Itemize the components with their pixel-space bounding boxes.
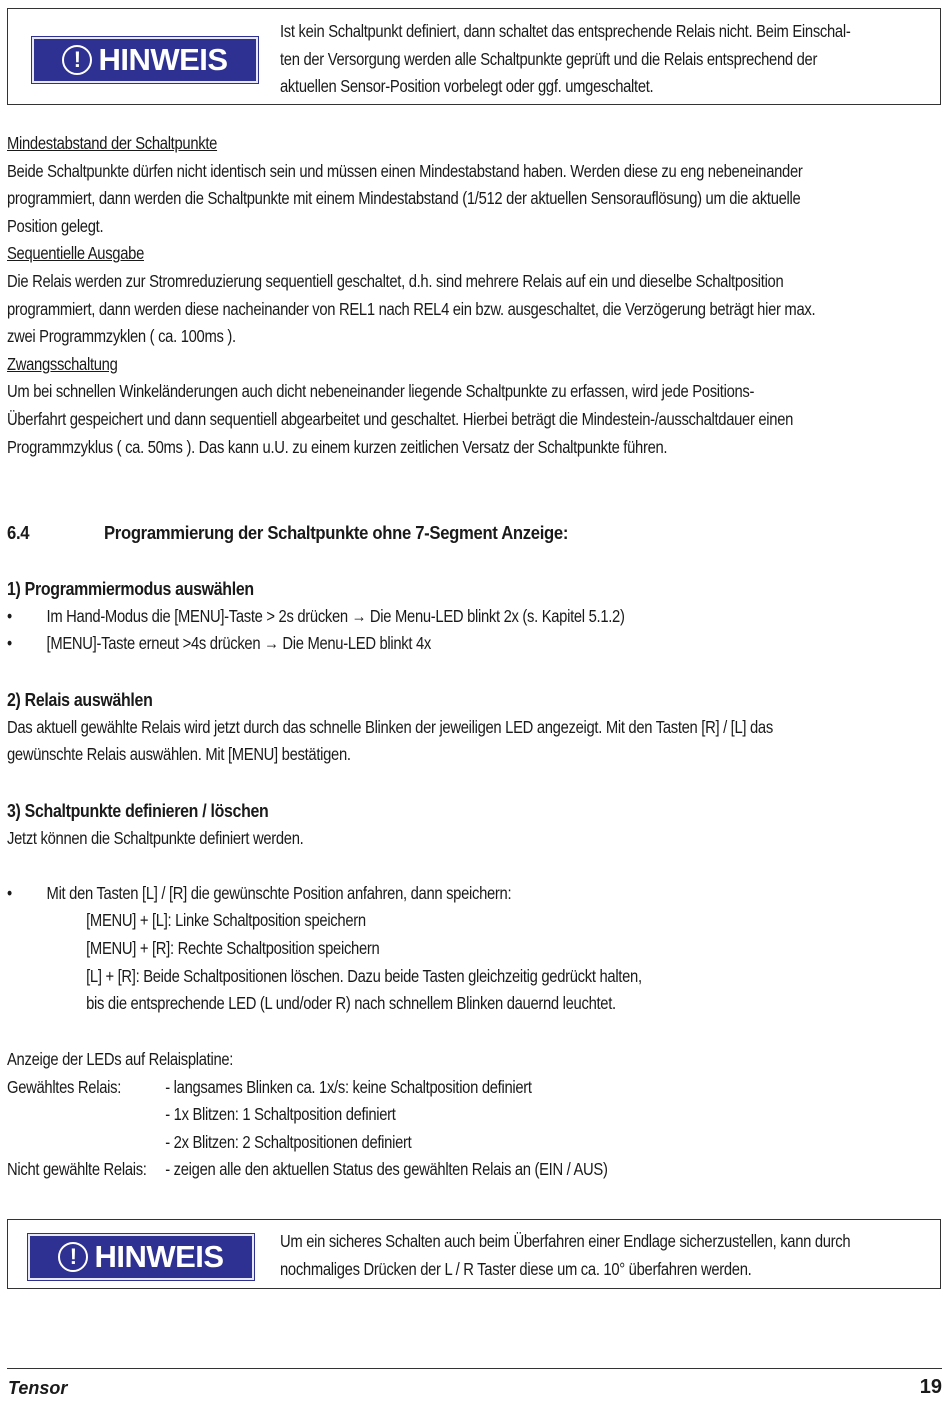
subheading: Sequentielle Ausgabe [7, 243, 144, 264]
bullet-text: [MENU]-Taste erneut >4s drücken → Die Menu-LED blinkt 4x [46, 633, 432, 654]
led-label: Gewähltes Relais: [7, 1076, 122, 1097]
paragraph-line: gewünschte Relais auswählen. Mit [MENU] bestätigen. [7, 744, 351, 765]
sub-line: [MENU] + [L]: Linke Schaltposition speichern [86, 910, 366, 931]
note-text [280, 18, 950, 101]
note-line: aktuellen Sensor-Position vorbelegt oder ggf. umgeschaltet. [280, 76, 654, 97]
hinweis-label: HINWEIS [98, 42, 228, 77]
led-desc: - 1x Blitzen: 1 Schaltposition definiert [165, 1104, 396, 1125]
bullet-icon: • [7, 633, 12, 654]
footer-brand: Tensor [8, 1378, 68, 1398]
step-1 [7, 575, 936, 658]
paragraph-line: Überfahrt gespeichert und dann sequentiell abgearbeitet und geschaltet. Hierbei beträgt die Mindestein-/ausschaltdauer einen [7, 408, 794, 429]
paragraph-line: programmiert, dann werden die Schaltpunkte mit einem Mindestabstand (1/512 der aktuellen Sensorauflösung) um die aktuelle [7, 188, 801, 209]
sub-line: [MENU] + [R]: Rechte Schaltposition speichern [86, 937, 380, 958]
hinweis-label: HINWEIS [94, 1239, 224, 1274]
led-label: Nicht gewählte Relais: [7, 1159, 147, 1180]
step-heading: 2) Relais auswählen [7, 689, 153, 710]
exclamation-icon: ! [62, 45, 92, 75]
section-title: Programmierung der Schaltpunkte ohne 7-Segment Anzeige: [104, 522, 569, 543]
hinweis-note-bottom [7, 1219, 941, 1289]
step-heading: 1) Programmiermodus auswählen [7, 578, 254, 599]
led-table [7, 1074, 936, 1184]
bullet-item [7, 630, 936, 658]
footer-divider [7, 1368, 942, 1369]
section-mindestabstand [7, 130, 936, 461]
section-heading [7, 519, 907, 547]
paragraph-line: Programmzyklus ( ca. 50ms ). Das kann u.U. zu einem kurzen zeitlichen Versatz der Schaltpunkte führen. [7, 436, 668, 457]
bullet-item [7, 603, 936, 631]
hinweis-badge [28, 1234, 254, 1280]
paragraph-line: Beide Schaltpunkte dürfen nicht identisch sein und müssen einen Mindestabstand haben. Werden diese zu eng nebeneinander [7, 160, 803, 181]
paragraph-line: Um bei schnellen Winkeländerungen auch dicht nebeneinander liegende Schaltpunkte zu erfassen, wird jede Positions- [7, 381, 755, 402]
bullet-item [7, 880, 936, 908]
subheading: Zwangsschaltung [7, 353, 118, 374]
paragraph-line: Position gelegt. [7, 215, 104, 236]
subheading: Mindestabstand der Schaltpunkte [7, 133, 218, 153]
paragraph-line: Jetzt können die Schaltpunkte definiert werden. [7, 827, 304, 848]
sub-line: [L] + [R]: Beide Schaltpositionen löschen. Dazu beide Tasten gleichzeitig gedrückt halten, [86, 965, 642, 986]
paragraph-line: zwei Programmzyklen ( ca. 100ms ). [7, 326, 236, 347]
sub-line: bis die entsprechende LED (L und/oder R) nach schnellem Blinken dauernd leuchtet. [86, 993, 616, 1014]
bullet-text: Im Hand-Modus die [MENU]-Taste > 2s drücken → Die Menu-LED blinkt 2x (s. Kapitel 5.1.2) [46, 605, 625, 626]
hinweis-badge [32, 37, 258, 83]
page-number: 19 [919, 1376, 942, 1398]
note-line: nochmaliges Drücken der L / R Taster diese um ca. 10° überfahren werden. [280, 1258, 752, 1279]
exclamation-icon: ! [58, 1242, 88, 1272]
bullet-text: Mit den Tasten [L] / [R] die gewünschte Position anfahren, dann speichern: [46, 882, 512, 903]
led-section [7, 1046, 936, 1184]
paragraph-line: Die Relais werden zur Stromreduzierung sequentiell geschaltet, d.h. sind mehrere Relais auf ein und dieselbe Schaltposition [7, 270, 784, 291]
hinweis-note-top [7, 8, 941, 105]
step-2 [7, 686, 936, 769]
note-text [280, 1228, 950, 1283]
bullet-icon: • [7, 605, 12, 626]
paragraph-line: programmiert, dann werden diese nacheinander von REL1 nach REL4 ein bzw. ausgeschaltet, die Verzögerung beträgt hier max. [7, 298, 816, 319]
led-heading: Anzeige der LEDs auf Relaisplatine: [7, 1049, 234, 1069]
bullet-icon: • [7, 882, 12, 903]
section-number: 6.4 [7, 522, 30, 543]
step-3 [7, 797, 936, 1018]
step-heading: 3) Schaltpunkte definieren / löschen [7, 800, 269, 821]
led-label [7, 1129, 165, 1157]
note-line: Ist kein Schaltpunkt definiert, dann schaltet das entsprechende Relais nicht. Beim Einschal- [280, 21, 851, 41]
led-desc: - 2x Blitzen: 2 Schaltpositionen definiert [165, 1131, 412, 1152]
note-line: ten der Versorgung werden alle Schaltpunkte geprüft und die Relais entsprechend der [280, 48, 818, 69]
note-line: Um ein sicheres Schalten auch beim Überfahren einer Endlage sicherzustellen, kann durch [280, 1231, 851, 1251]
led-label [7, 1101, 165, 1129]
led-desc: - zeigen alle den aktuellen Status des gewählten Relais an (EIN / AUS) [165, 1159, 608, 1180]
paragraph-line: Das aktuell gewählte Relais wird jetzt durch das schnelle Blinken der jeweiligen LED angezeigt. Mit den Tasten [R] / [L] das [7, 716, 773, 737]
led-desc: - langsames Blinken ca. 1x/s: keine Schaltposition definiert [165, 1076, 532, 1097]
